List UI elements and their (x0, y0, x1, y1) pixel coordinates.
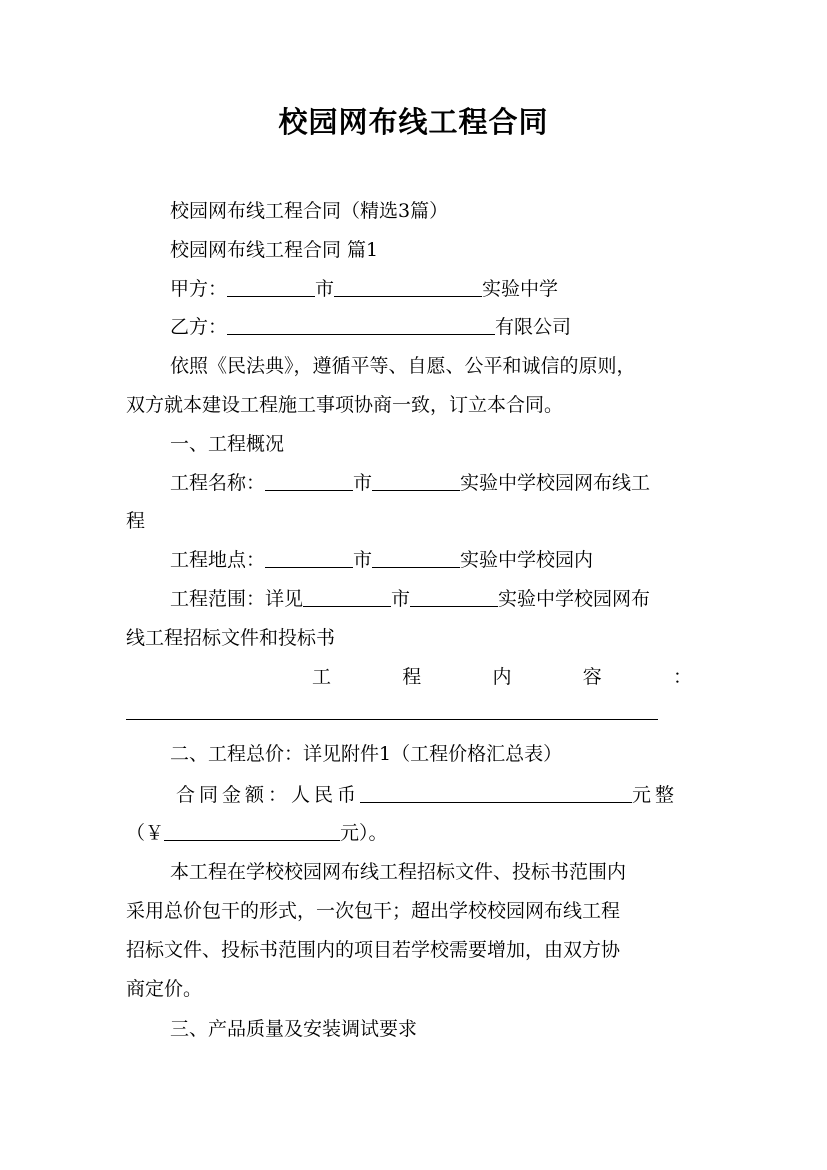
party-a-city: 市 (315, 278, 335, 300)
project-scope-label: 工程范围：详见 (170, 588, 304, 610)
intro-line-2: 双方就本建设工程施工事项协商一致，订立本合同。 (126, 394, 564, 416)
section-3-heading: 三、产品质量及安装调试要求 (170, 1018, 418, 1040)
project-scope-suffix: 实验中学校园网布 (498, 588, 651, 610)
content-char: ： (672, 666, 692, 688)
project-site-label: 工程地点： (170, 549, 266, 571)
content-char: 工 (312, 666, 332, 688)
content-char: 程 (402, 666, 422, 688)
project-scope-wrap: 线工程招标文件和投标书 (126, 627, 336, 649)
project-name-line (170, 470, 706, 496)
document-title: 校园网布线工程合同 (278, 105, 549, 139)
blank-field (334, 276, 482, 297)
paragraph-line: 招标文件、投标书范围内的项目若学校需要增加，由双方协 (126, 939, 621, 961)
blank-field (265, 547, 353, 568)
blank-field (360, 782, 632, 803)
blank-field (372, 470, 460, 491)
amount-paren-close: 元）。 (340, 822, 388, 844)
paragraph-line: 本工程在学校校园网布线工程招标文件、投标书范围内 (170, 861, 627, 883)
blank-field (227, 276, 315, 297)
blank-field (303, 586, 391, 607)
project-name-wrap: 程 (126, 510, 146, 532)
blank-field (372, 547, 460, 568)
party-a-label: 甲方： (170, 278, 228, 300)
project-scope-line (170, 586, 706, 612)
project-name-city: 市 (353, 472, 373, 494)
amount-paren-open: （￥ (126, 822, 165, 844)
subtitle: 校园网布线工程合同（精选3篇） (170, 200, 449, 222)
section-heading: 校园网布线工程合同 篇1 (170, 239, 379, 261)
amount-figure-line (126, 820, 706, 846)
party-a-line (170, 276, 706, 302)
project-content-line (312, 664, 692, 690)
blank-field (410, 586, 498, 607)
content-blank-rule (126, 719, 658, 720)
party-b-suffix: 有限公司 (495, 316, 572, 338)
amount-suffix: 元整 (632, 784, 679, 806)
blank-field (265, 470, 353, 491)
content-char: 容 (582, 666, 602, 688)
content-char: 内 (492, 666, 512, 688)
blank-field (164, 820, 340, 841)
intro-line-1: 依照《民法典》，遵循平等、自愿、公平和诚信的原则， (170, 355, 636, 377)
project-site-line (170, 547, 706, 573)
project-name-suffix: 实验中学校园网布线工 (460, 472, 651, 494)
section-1-heading: 一、工程概况 (170, 433, 285, 455)
project-site-city: 市 (353, 549, 373, 571)
project-site-suffix: 实验中学校园内 (460, 549, 594, 571)
party-a-suffix: 实验中学 (482, 278, 559, 300)
amount-line (176, 782, 712, 808)
section-2-heading: 二、工程总价：详见附件1（工程价格汇总表） (170, 743, 563, 765)
amount-label: 合同金额：人民币 (176, 784, 361, 806)
paragraph-line: 采用总价包干的形式，一次包干；超出学校校园网布线工程 (126, 900, 621, 922)
paragraph-line: 商定价。 (126, 978, 203, 1000)
project-name-label: 工程名称： (170, 472, 266, 494)
party-b-line (170, 314, 706, 340)
blank-field (227, 314, 495, 335)
party-b-label: 乙方： (170, 316, 228, 338)
project-scope-city: 市 (391, 588, 411, 610)
